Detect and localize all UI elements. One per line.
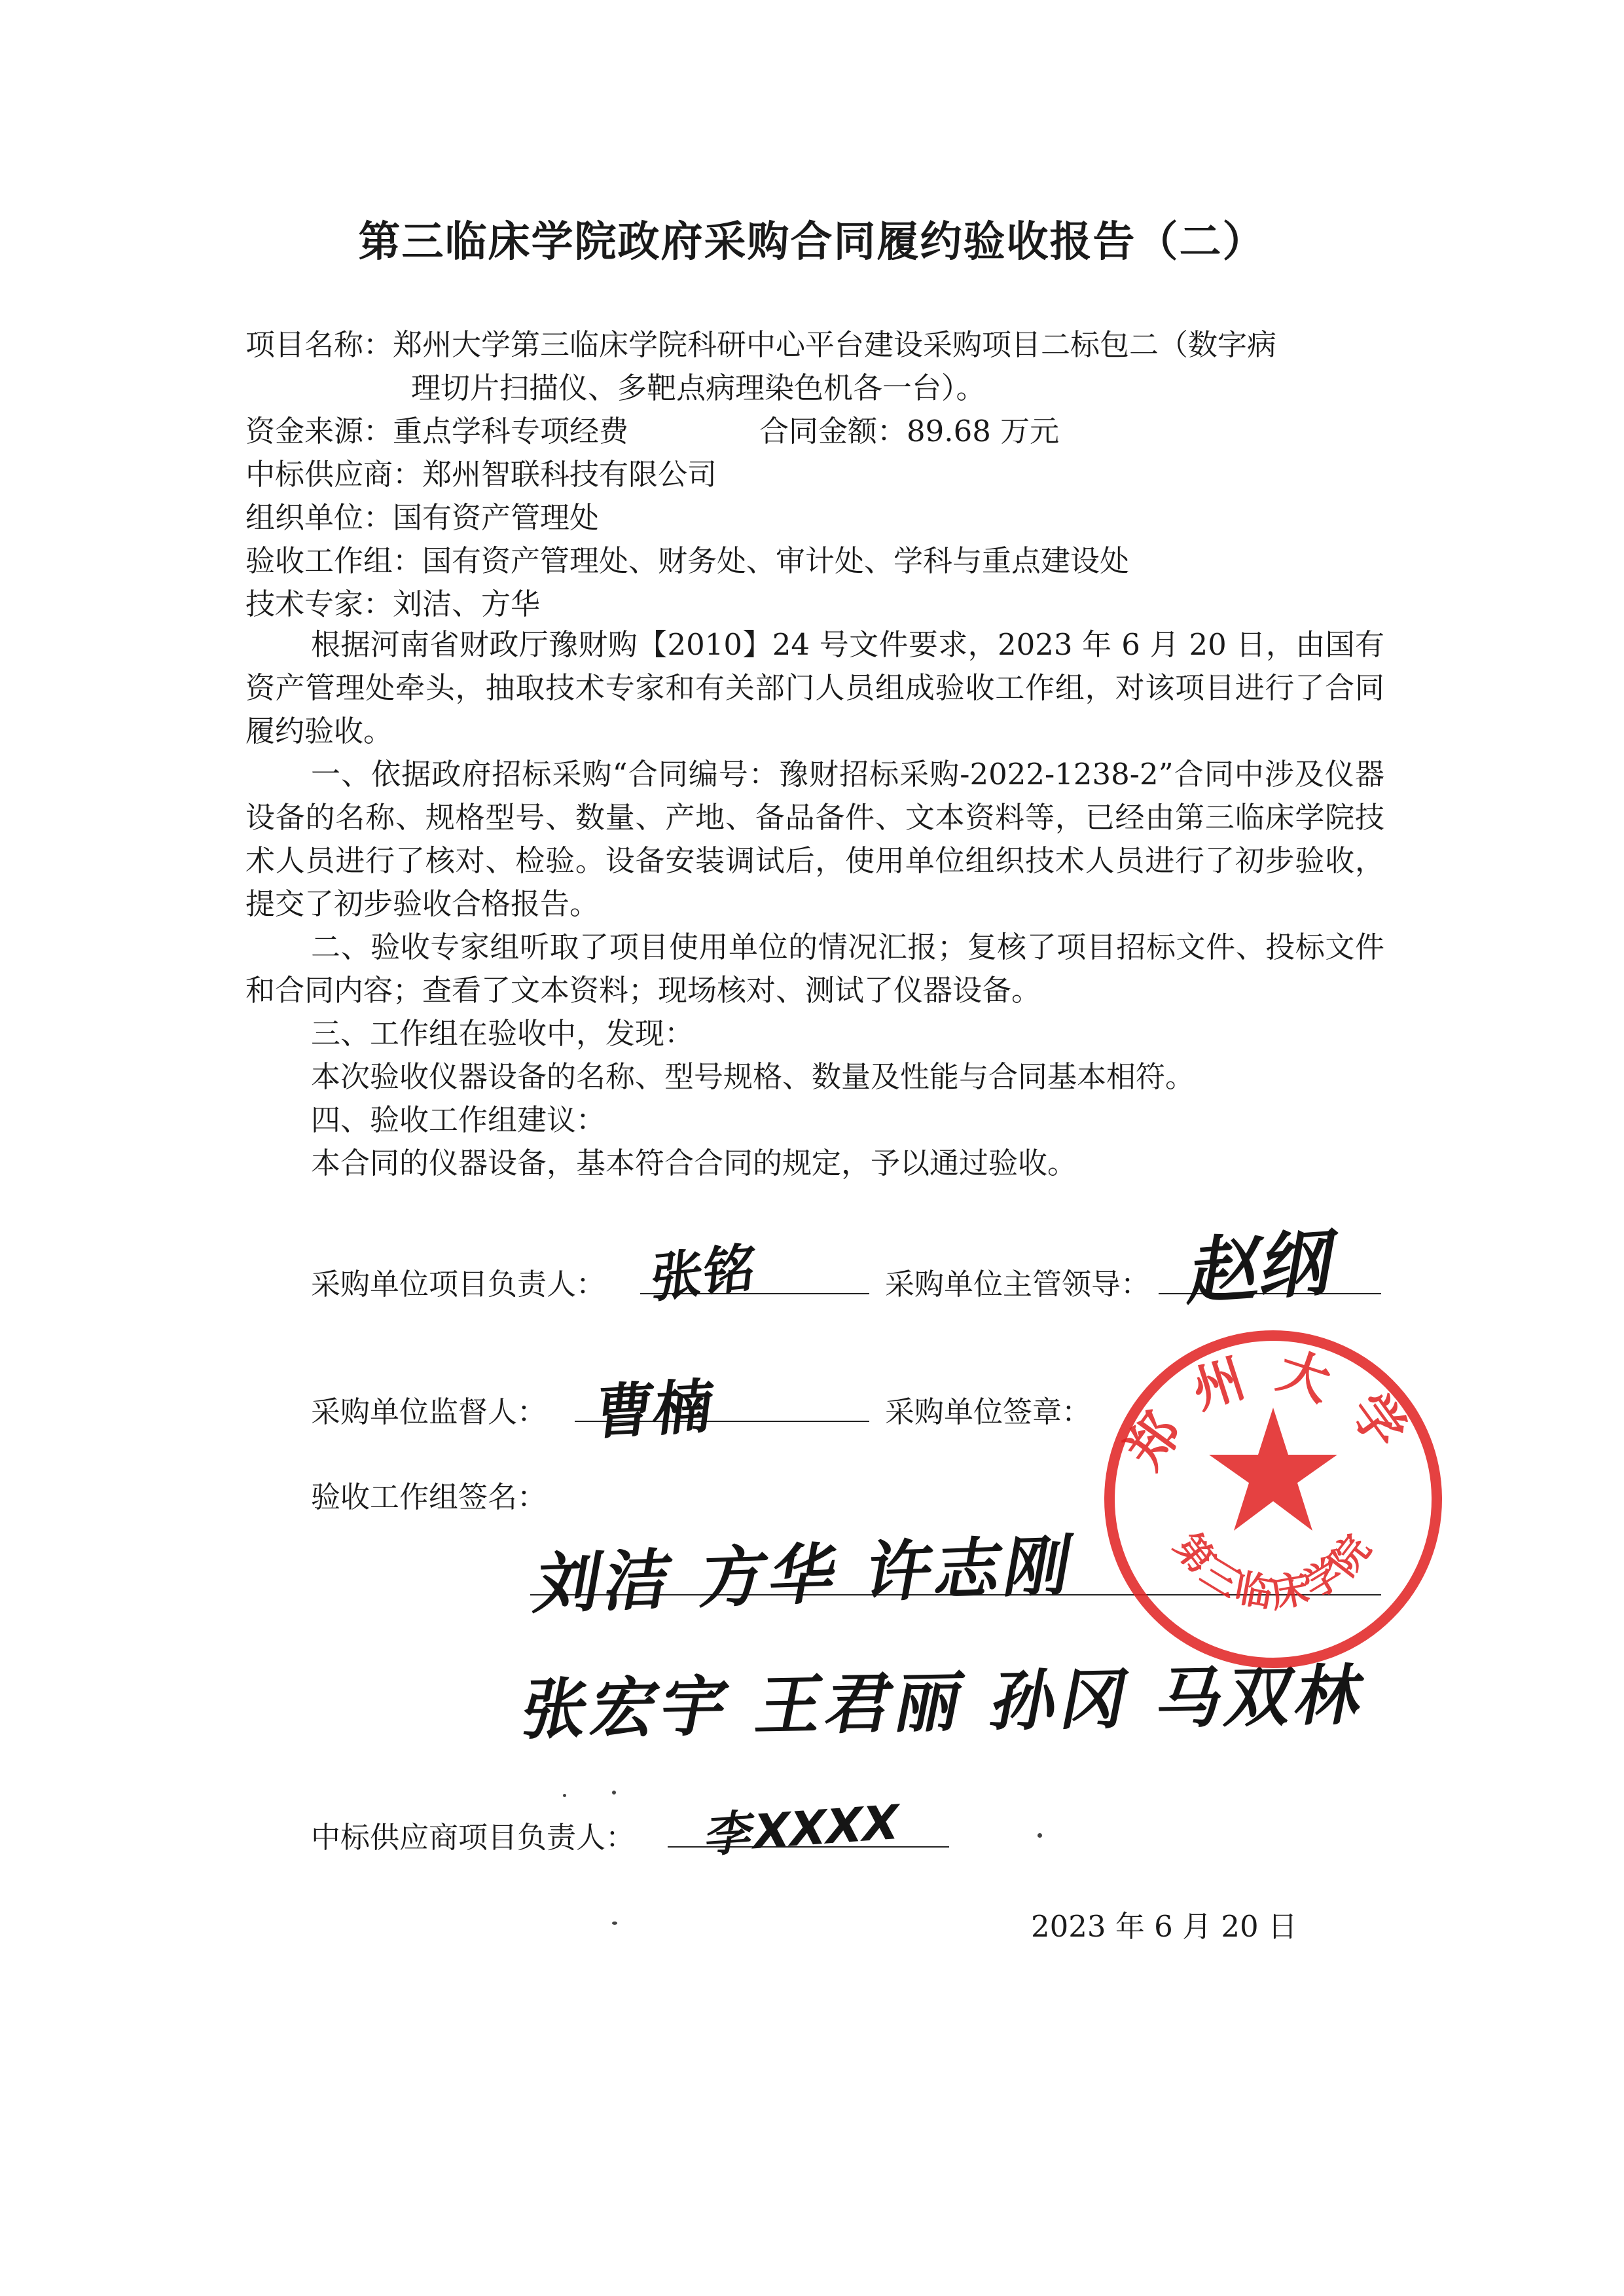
project-lead-label: 采购单位项目负责人： xyxy=(311,1267,606,1302)
section-4-heading: 四、验收工作组建议： xyxy=(311,1102,606,1137)
seal-label: 采购单位签章： xyxy=(885,1394,1092,1429)
fund-row xyxy=(245,407,628,450)
leader-signature: 赵纲 xyxy=(1183,1220,1342,1315)
scan-speck xyxy=(563,1794,566,1797)
scan-speck xyxy=(1038,1833,1042,1838)
seal-top-text: 郑州大学 xyxy=(1115,1341,1432,1480)
project-name-row xyxy=(245,321,1276,363)
group-sign-label: 验收工作组签名： xyxy=(311,1480,547,1514)
scan-speck xyxy=(612,1791,616,1795)
supplier-label: 中标供应商： xyxy=(245,457,423,492)
paragraph-section-1: 一、依据政府招标采购“合同编号：豫财招标采购-2022-1238-2”合同中涉及仪器设备的名称、规格型号、数量、产地、备品备件、文本资料等，已经由第三临床学院技术人员进行了核对、检验。设备安装调试后，使用单位组织技术人员进行了初步验收，提交了初步验收合格报告。 xyxy=(245,757,1384,921)
expert-label: 技术专家： xyxy=(245,587,393,621)
fund-value: 重点学科专项经费 xyxy=(393,414,629,448)
fund-label: 资金来源： xyxy=(245,414,393,448)
seal-star-icon xyxy=(1209,1408,1337,1531)
org-label: 组织单位： xyxy=(245,500,393,535)
section-4-body: 本合同的仪器设备，基本符合合同的规定，予以通过验收。 xyxy=(311,1146,1077,1180)
project-name-value-2: 理切片扫描仪、多靶点病理染色机各一台）。 xyxy=(411,371,986,405)
project-name-label: 项目名称： xyxy=(245,327,393,362)
amount-value: 89.68 万元 xyxy=(907,414,1060,448)
project-name-value-1: 郑州大学第三临床学院科研中心平台建设采购项目二标包二（数字病 xyxy=(393,327,1277,362)
scan-speck xyxy=(612,1922,617,1925)
supervisor-label: 采购单位监督人： xyxy=(311,1394,547,1429)
leader-label: 采购单位主管领导： xyxy=(885,1267,1151,1302)
project-lead-signature: 张铭 xyxy=(647,1236,759,1310)
supplier-value: 郑州智联科技有限公司 xyxy=(422,457,717,492)
supplier-lead-label: 中标供应商项目负责人： xyxy=(311,1820,636,1855)
group-value: 国有资产管理处、财务处、审计处、学科与重点建设处 xyxy=(422,543,1130,578)
expert-value: 刘洁、方华 xyxy=(393,587,541,621)
paragraph-basis: 根据河南省财政厅豫财购【2010】24 号文件要求，2023 年 6 月 20 日，由国有资产管理处牵头，抽取技术专家和有关部门人员组成验收工作组，对该项目进行了合同履约验收。 xyxy=(245,627,1384,748)
expert-row xyxy=(245,580,540,623)
seal-bottom-text: 第三临床学院 xyxy=(1165,1524,1381,1617)
group-signatures-row-2: 张宏宇 王君丽 孙冈 马双林 xyxy=(515,1656,1374,1749)
group-row xyxy=(245,537,1129,579)
section-3-heading: 三、工作组在验收中，发现： xyxy=(311,1016,695,1051)
paragraph-section-2: 二、验收专家组听取了项目使用单位的情况汇报；复核了项目招标文件、投标文件和合同内容；查看了文本资料；现场核对、测试了仪器设备。 xyxy=(245,930,1384,1008)
group-label: 验收工作组： xyxy=(245,543,423,578)
amount-row xyxy=(759,407,1059,450)
svg-text:第三临床学院 xyxy=(1165,1525,1380,1616)
page-title: 第三临床学院政府采购合同履约验收报告（二） xyxy=(358,217,1266,266)
supplier-row xyxy=(245,450,717,493)
section-3-body: 本次验收仪器设备的名称、型号规格、数量及性能与合同基本相符。 xyxy=(311,1059,1195,1094)
supplier-lead-signature: 李XXXX xyxy=(701,1794,904,1863)
university-seal xyxy=(1090,1316,1456,1683)
org-row xyxy=(245,494,599,536)
amount-label: 合同金额： xyxy=(759,414,907,448)
group-signatures-row-1: 刘洁 方华 许志刚 xyxy=(529,1527,1082,1623)
supervisor-signature: 曹楠 xyxy=(590,1372,717,1448)
org-value: 国有资产管理处 xyxy=(393,500,600,535)
report-date: 2023 年 6 月 20 日 xyxy=(1031,1909,1297,1944)
